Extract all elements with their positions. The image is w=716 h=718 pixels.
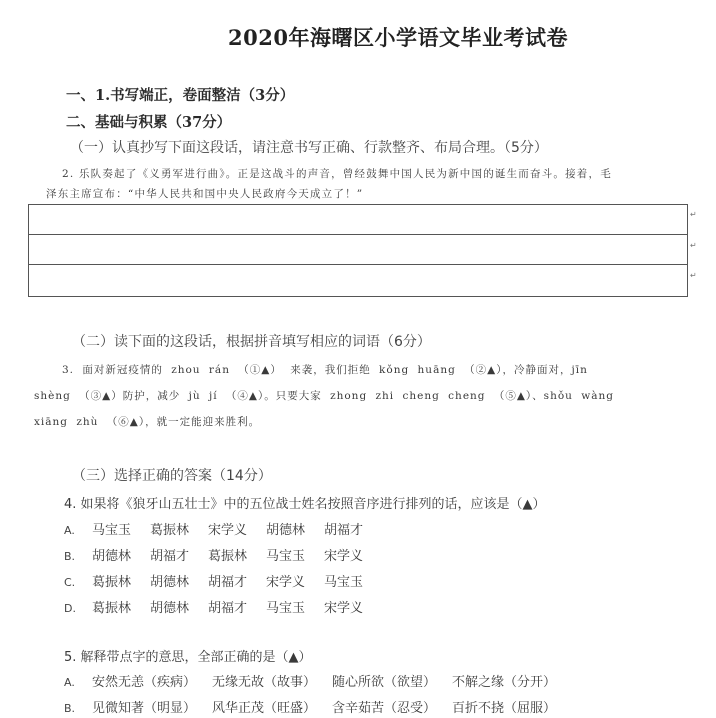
pinyin-line-3: xiāng zhù （⑥▲），就一定能迎来胜利。 [34,416,261,428]
option-name: 葛振林 [150,523,190,538]
option-name: 葛振林 [208,549,248,564]
return-mark-icon: ↵ [690,271,697,280]
option-name: 葛振林 [92,601,132,616]
passage-line-1: 2. 乐队奏起了《义勇军进行曲》。正是这战斗的声音，曾经鼓舞中国人民为新中国的诞生而奋斗。接着，毛 [62,168,612,180]
option-letter: C. [64,576,76,589]
option-name: 胡德林 [150,575,190,590]
q4-option-d[interactable] [64,597,382,616]
section-handwriting: 一、1.书写端正，卷面整洁（3分） [66,87,295,104]
q4-option-c[interactable] [64,571,382,590]
option-letter: B. [64,702,76,715]
part1-heading: （一）认真抄写下面这段话，请注意书写正确、行款整齐、布局合理。（5分） [70,140,548,156]
option-letter: D. [64,602,76,615]
q4-option-a[interactable] [64,519,382,538]
question-5-stem: 5. 解释带点字的意思，全部正确的是（▲） [64,650,312,665]
option-name: 马宝玉 [324,575,364,590]
option-name: 胡德林 [92,549,132,564]
writing-row[interactable] [29,265,687,295]
option-name: 胡德林 [266,523,306,538]
option-item: 不解之缘（分开） [452,675,557,690]
option-name: 宋学义 [208,523,248,538]
writing-row[interactable] [29,205,687,235]
option-item: 随心所欲（欲望） [332,675,437,690]
option-item: 含辛茹苦（忍受） [332,701,437,716]
option-item: 安然无恙（疾病） [92,675,197,690]
q5-option-b[interactable] [64,697,572,716]
return-mark-icon: ↵ [690,241,697,250]
option-name: 胡福才 [208,575,248,590]
option-name: 马宝玉 [266,549,306,564]
option-item: 见微知著（明显） [92,701,197,716]
option-name: 胡福才 [324,523,364,538]
part3-heading: （三）选择正确的答案（14分） [72,468,272,484]
option-item: 百折不挠（屈服） [452,701,557,716]
passage-line-2: 泽东主席宣布：“中华人民共和国中央人民政府今天成立了！” [46,188,364,200]
option-name: 宋学义 [324,549,364,564]
option-letter: A. [64,676,75,689]
option-name: 宋学义 [266,575,306,590]
option-name: 胡德林 [150,601,190,616]
option-name: 胡福才 [150,549,190,564]
option-name: 宋学义 [324,601,364,616]
option-name: 胡福才 [208,601,248,616]
question-4-stem: 4. 如果将《狼牙山五壮士》中的五位战士姓名按照音序进行排列的话，应该是（▲） [64,497,546,512]
copy-writing-area[interactable] [28,204,688,297]
exam-title: 2020年海曙区小学语文毕业考试卷 [228,25,568,50]
q5-option-a[interactable] [64,671,572,690]
option-item: 无缘无故（故事） [212,675,317,690]
option-letter: A. [64,524,75,537]
option-name: 马宝玉 [92,523,132,538]
q4-option-b[interactable] [64,545,382,564]
option-name: 葛振林 [92,575,132,590]
return-mark-icon: ↵ [690,210,697,219]
option-name: 马宝玉 [266,601,306,616]
part2-heading: （二）读下面的这段话，根据拼音填写相应的词语（6分） [72,334,431,350]
pinyin-line-2: shèng （③▲）防护，减少 jù jí （④▲）。只要大家 zhong zhi cheng cheng （⑤▲）、shǒu wàng [34,390,614,402]
writing-row[interactable] [29,235,687,265]
pinyin-line-1: 3. 面对新冠疫情的 zhou rán （①▲） 来袭，我们拒绝 kǒng huāng （②▲），冷静面对，jīn [62,364,588,376]
option-item: 风华正茂（旺盛） [212,701,317,716]
section-basics: 二、基础与积累（37分） [66,114,232,131]
option-letter: B. [64,550,76,563]
